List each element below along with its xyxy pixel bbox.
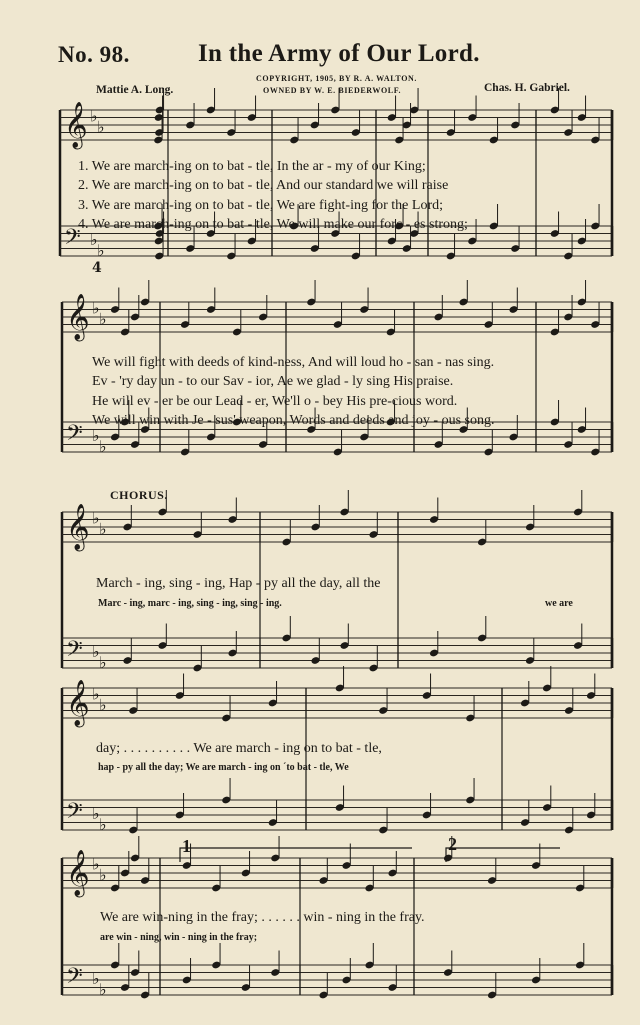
flat-sign: ♭ xyxy=(99,653,107,672)
flat-sign: ♭ xyxy=(92,854,100,874)
flat-sign: ♭ xyxy=(99,865,107,885)
first-ending-bracket xyxy=(180,848,412,862)
chorus-line-1-alt-end: we are xyxy=(545,598,573,609)
verse-2-line-2: Ev - 'ry day un - to our Sav - ior, Ae we glad - ly sing His praise. xyxy=(92,374,454,389)
verse-1-line-2: We will fight with deeds of kind-ness, And will loud ho - san - nas sing. xyxy=(92,355,495,370)
chorus-line-2-alt: hap - py all the day; We are march - ing on ´to bat - tle, We xyxy=(98,762,349,773)
flat-sign: ♭ xyxy=(92,298,100,318)
flat-sign: ♭ xyxy=(97,117,105,137)
bass-clef: 𝄢 xyxy=(66,421,83,451)
treble-clef: 𝄞 xyxy=(64,102,88,148)
lyricist-credit: Mattie A. Long. xyxy=(96,84,174,96)
flat-sign: ♭ xyxy=(92,641,100,661)
treble-clef: 𝄞 xyxy=(66,294,90,340)
treble-clef: 𝄞 xyxy=(66,504,90,550)
verse-3-line-1: 3. We are march-ing on to bat - tle, We are fight-ing for the Lord; xyxy=(78,198,443,213)
flat-sign: ♭ xyxy=(92,803,100,823)
bass-clef: 𝄢 xyxy=(66,964,83,994)
bass-clef: 𝄢 xyxy=(66,637,83,667)
flat-sign: ♭ xyxy=(92,425,100,445)
verse-1-line-1: 1. We are march-ing on to bat - tle, In the ar - my of our King; xyxy=(78,159,426,174)
flat-sign: ♭ xyxy=(99,815,107,834)
treble-clef: 𝄞 xyxy=(66,850,90,896)
hymn-number: No. 98. xyxy=(58,42,130,67)
hymn-title: In the Army of Our Lord. xyxy=(198,40,480,67)
flat-sign: ♭ xyxy=(90,106,98,126)
chorus-line-1: March - ing, sing - ing, Hap - py all the day, all the xyxy=(96,576,381,591)
chorus-line-1-alt: Marc - ing, marc - ing, sing - ing, sing - ing. xyxy=(98,598,282,609)
bass-clef: 𝄢 xyxy=(66,799,83,829)
verse-2-line-1: 2. We are march-ing on to bat - tle, And our standard we will raise xyxy=(78,178,449,193)
flat-sign: ♭ xyxy=(97,241,105,260)
flat-sign: ♭ xyxy=(99,695,107,715)
composer-credit: Chas. H. Gabriel. xyxy=(484,82,570,94)
chorus-line-2: day; . . . . . . . . . . We are march - ing on to bat - tle, xyxy=(96,741,382,756)
verse-3-line-2: He will ev - er be our Lead - er, We'll o - bey His pre-cious word. xyxy=(92,394,458,409)
treble-clef: 𝄞 xyxy=(66,680,90,726)
second-ending-bracket xyxy=(446,848,560,862)
verse-4-line-1: 4. We are march-ing on to bat - tle, We will make our forc - es strong; xyxy=(78,217,468,232)
verse-4-line-2: We will win with Je - sus' weapon, Words and deeds and joy - ous song. xyxy=(92,413,495,428)
flat-sign: ♭ xyxy=(92,508,100,528)
flat-sign: ♭ xyxy=(99,309,107,329)
flat-sign: ♭ xyxy=(99,519,107,539)
flat-sign: ♭ xyxy=(99,980,107,999)
first-ending-number: 1 xyxy=(182,836,191,856)
second-ending-number: 2 xyxy=(448,834,457,854)
flat-sign: ♭ xyxy=(92,968,100,988)
chorus-line-3-alt: are win - ning, win - ning in the fray; xyxy=(100,932,258,943)
flat-sign: ♭ xyxy=(92,684,100,704)
flat-sign: ♭ xyxy=(99,437,107,456)
bass-clef: 𝄢 xyxy=(64,225,81,255)
copyright-line-2: OWNED BY W. E. BIEDERWOLF. xyxy=(263,86,402,95)
copyright-line-1: COPYRIGHT, 1905, BY R. A. WALTON. xyxy=(256,74,418,83)
chorus-label: CHORUS. xyxy=(110,488,168,502)
flat-sign: ♭ xyxy=(90,229,98,249)
chorus-line-3: We are win-ning in the fray; . . . . . . win - ning in the fray. xyxy=(100,910,425,925)
time-signature: 4 xyxy=(92,260,102,276)
